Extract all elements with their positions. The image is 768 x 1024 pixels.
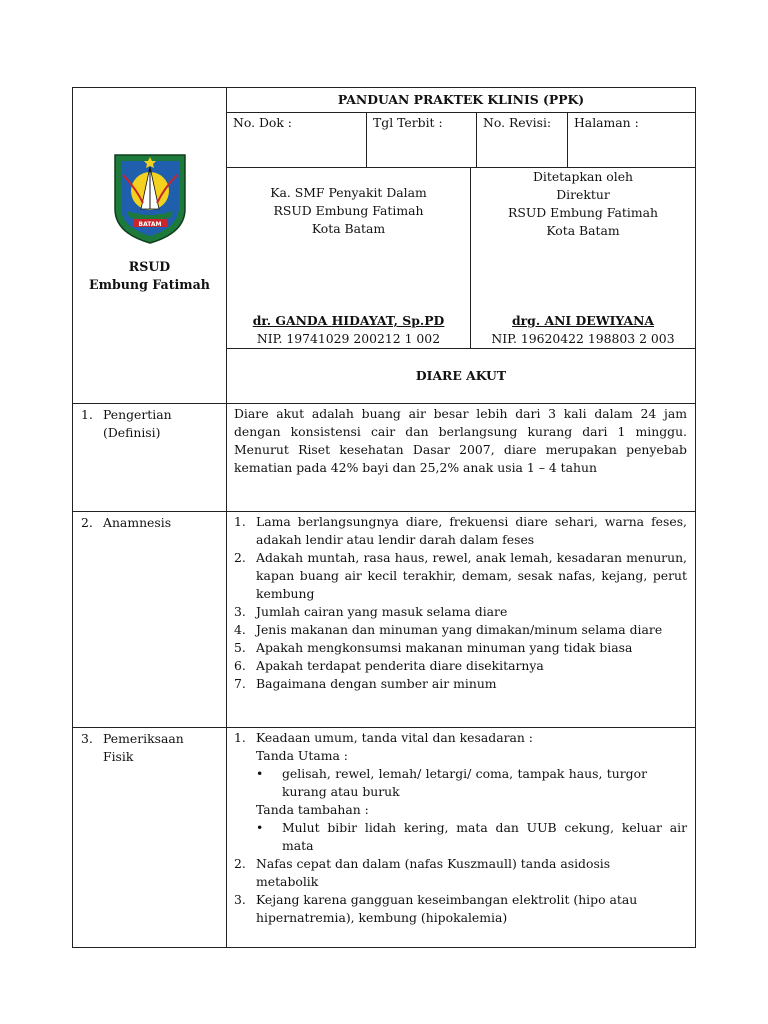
hospital-name-line1: RSUD (128, 259, 171, 274)
document-meta (227, 113, 696, 168)
ppk-table (72, 87, 696, 948)
bullet-item: • gelisah, rewel, lemah/ letargi/ coma, tampak haus, turgor kurang atau buruk (256, 766, 647, 799)
signer-right-nip: NIP. 19620422 198803 2 003 (491, 331, 675, 346)
tgl-terbit-field: Tgl Terbit : (367, 113, 477, 167)
halaman-field: Halaman : (574, 115, 639, 130)
sign-right-line: RSUD Embung Fatimah (508, 205, 658, 220)
sign-left-line: RSUD Embung Fatimah (273, 203, 424, 218)
pemeriksaan-fisik-content (227, 728, 696, 948)
pengertian-text: Diare akut adalah buang air besar lebih dari 3 kali dalam 24 jam dengan konsistensi cair dan berlangsung kurang dari 1 minggu. Menurut Riset kesehatan Dasar 2007, diare merupakan penyebab kematian pada 42% bayi dan 25,2% anak usia 1 – 4 tahun (227, 404, 696, 512)
sign-right-line: Ditetapkan oleh (532, 169, 634, 184)
signature-right (471, 168, 695, 348)
sign-left-line: Ka. SMF Penyakit Dalam (270, 185, 427, 200)
signature-block (227, 168, 696, 349)
hospital-logo-icon (113, 153, 187, 245)
signature-left (227, 168, 471, 348)
list-item: 3. Kejang karena gangguan keseimbangan elektrolit (hipo atau hipernatremia), kembung (hipokalemia) (234, 892, 638, 925)
list-item: 1. Lama berlangsungnya diare, frekuensi diare sehari, warna feses, adakah lendir atau lendir darah dalam feses (234, 514, 687, 547)
ppk-document (72, 87, 695, 948)
row-label-pengertian (73, 404, 227, 512)
list-item: 2. Nafas cepat dan dalam (nafas Kuszmaull) tanda asidosis metabolik (234, 856, 611, 889)
list-item: 6. Apakah terdapat penderita diare disekitarnya (234, 658, 544, 673)
signer-left-nip: NIP. 19741029 200212 1 002 (256, 331, 441, 346)
row-number: 3. (81, 731, 93, 746)
no-dok-field: No. Dok : (227, 113, 367, 167)
list-item: 7. Bagaimana dengan sumber air minum (234, 676, 497, 691)
bullet-item: • Mulut bibir lidah kering, mata dan UUB cekung, keluar air mata (256, 820, 687, 853)
no-revisi-field: No. Revisi: (477, 113, 568, 167)
row-label: Fisik (103, 749, 134, 764)
anamnesis-content (227, 512, 696, 728)
signer-left-name: dr. GANDA HIDAYAT, Sp.PD (252, 313, 445, 328)
signer-right-name: drg. ANI DEWIYANA (511, 313, 655, 328)
row-label: Anamnesis (103, 515, 172, 530)
list-item: 5. Apakah mengkonsumsi makanan minuman yang tidak biasa (234, 640, 633, 655)
row-label: Pengertian (Definisi) (103, 407, 172, 440)
row-number: 1. (81, 407, 93, 422)
tanda-tambahan-label: Tanda tambahan : (256, 802, 369, 817)
row-label-anamnesis (73, 512, 227, 728)
list-item: 3. Jumlah cairan yang masuk selama diare (234, 604, 508, 619)
tanda-utama-label: Tanda Utama : (256, 748, 348, 763)
document-title: PANDUAN PRAKTEK KLINIS (PPK) (227, 88, 696, 113)
row-number: 2. (81, 515, 93, 530)
hospital-name-line2: Embung Fatimah (89, 277, 210, 292)
list-item: 2. Adakah muntah, rasa haus, rewel, anak lemah, kesadaran menurun, kapan buang air kecil terakhir, demam, sesak nafas, kejang, perut kembung (234, 550, 687, 601)
svg-text:BATAM: BATAM (138, 221, 161, 228)
row-label-pemeriksaan-fisik (73, 728, 227, 948)
list-item: 1. Keadaan umum, tanda vital dan kesadaran : Tanda Utama : • gelisah, rewel, lemah/ letargi/ coma, tampak haus, turgor kurang atau buruk Tanda tambahan : • Mulut bibir lidah kering, mata dan UUB cekung, keluar air mata (234, 730, 687, 853)
list-item: 4. Jenis makanan dan minuman yang dimakan/minum selama diare (234, 622, 663, 637)
row-label: Pemeriksaan (103, 731, 184, 746)
sign-right-line: Kota Batam (546, 223, 620, 238)
sign-right-line: Direktur (556, 187, 610, 202)
sign-left-line: Kota Batam (311, 221, 386, 236)
hospital-logo-cell (73, 88, 227, 404)
section-title: DIARE AKUT (227, 349, 696, 404)
